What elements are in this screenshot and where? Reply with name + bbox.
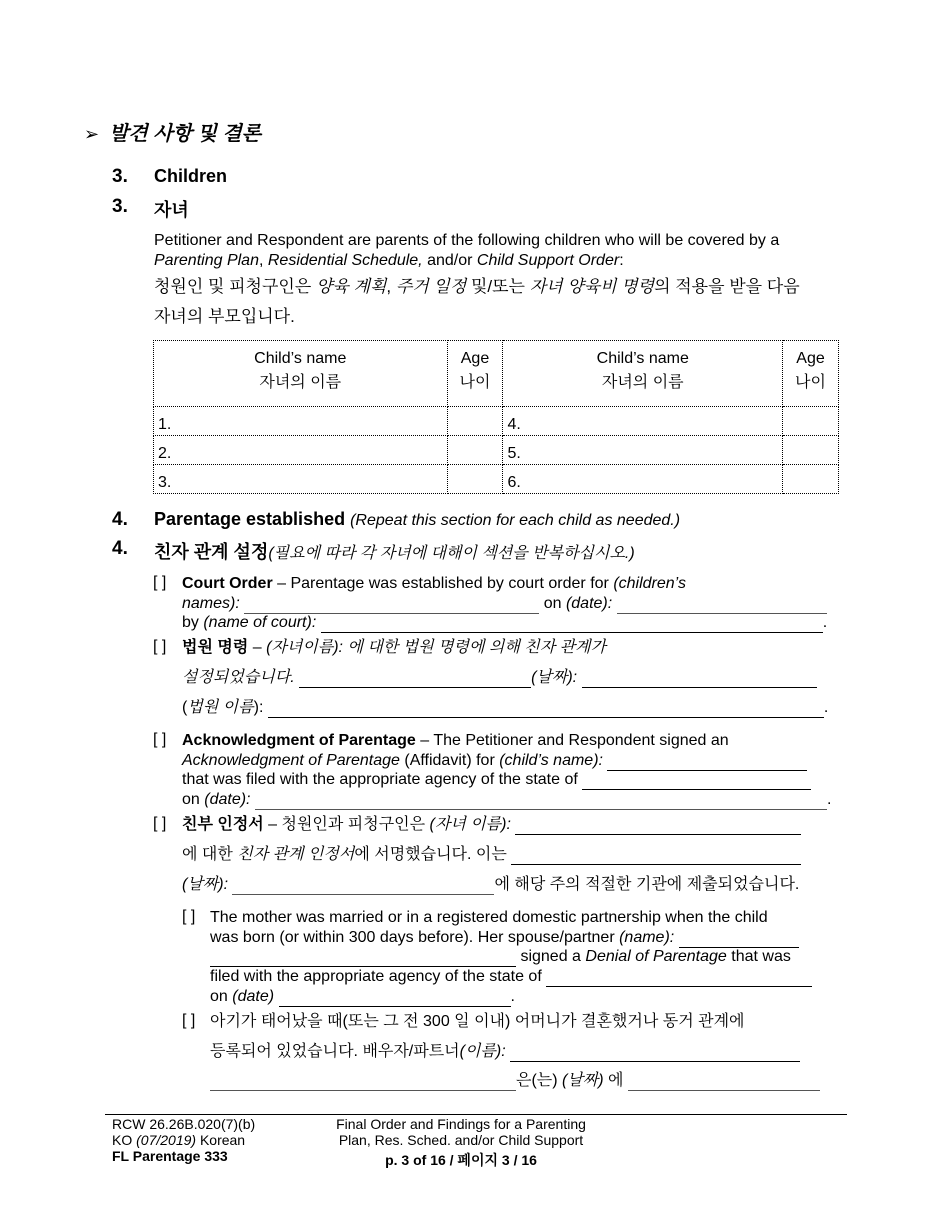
header-name-ko: 자녀의 이름 xyxy=(259,374,342,391)
ack-ko-line3 xyxy=(182,875,799,895)
child-age-cell[interactable] xyxy=(447,436,503,465)
court-name-ko-label: 법원 이름 xyxy=(187,699,254,716)
child-support-order-text: Child Support Order xyxy=(476,252,620,269)
mother-spouse-text: was born (or within 300 days before). Her spouse/partner xyxy=(210,929,620,946)
sec4-title-ko-note: (필요에 따라 각 자녀에 대해이 섹션을 반복하십시오.) xyxy=(268,545,635,562)
header-child-name-right xyxy=(503,341,783,407)
parenting-plan-text: Parenting Plan xyxy=(154,252,259,269)
child-name-ko-label: (자녀 이름): xyxy=(429,816,511,833)
child-name-cell[interactable] xyxy=(503,436,783,465)
child-age-cell[interactable] xyxy=(447,407,503,436)
name-ko-label: (이름): xyxy=(459,1043,506,1060)
header-name-en: Child’s name xyxy=(254,350,347,367)
footer-form-number: FL Parentage 333 xyxy=(112,1148,228,1164)
ack-en-line2 xyxy=(182,751,807,771)
sec3-number-en: 3. xyxy=(112,166,128,187)
child-age-cell[interactable] xyxy=(447,465,503,494)
footer-title-line2: Plan, Res. Sched. and/or Child Support xyxy=(338,1132,584,1148)
row-number: 2. xyxy=(158,445,172,462)
denial-of-parentage-text: Denial of Parentage xyxy=(585,948,727,965)
row-number: 4. xyxy=(507,416,521,433)
header-age-ko: 나이 xyxy=(459,374,491,391)
period: . xyxy=(822,614,828,631)
child-age-cell[interactable] xyxy=(783,407,839,436)
table-header-row xyxy=(154,341,839,407)
ack-ko-label: 친부 인정서 xyxy=(182,816,264,833)
court-order-ko-line3 xyxy=(182,698,828,718)
court-name-ko-field[interactable] xyxy=(268,701,824,718)
ack-state-field[interactable] xyxy=(582,773,811,790)
header-age-left xyxy=(447,341,503,407)
affidavit-text: (Affidavit) for xyxy=(399,752,500,769)
date-label: (date) xyxy=(232,988,275,1005)
sec3-title-en: Children xyxy=(154,166,228,186)
child-name-cell[interactable] xyxy=(154,465,448,494)
court-order-date-field[interactable] xyxy=(617,597,827,614)
mother-ko-spouse-text: 등록되어 있었습니다. 배우자/파트너 xyxy=(210,1043,460,1060)
sec4-number-en: 4. xyxy=(112,509,128,530)
court-name-field[interactable] xyxy=(321,616,823,633)
child-name-cell[interactable] xyxy=(154,436,448,465)
header-name-en: Child’s name xyxy=(596,350,689,367)
court-order-label: Court Order xyxy=(182,575,273,592)
row-number: 1. xyxy=(158,416,172,433)
period: . xyxy=(510,988,515,1005)
row-number: 3. xyxy=(158,474,172,491)
row-number: 6. xyxy=(507,474,521,491)
court-order-checkbox[interactable]: [ ] xyxy=(153,574,167,591)
footer-left xyxy=(112,1116,255,1164)
ack-ko-line1 xyxy=(182,815,801,835)
paren-close: ): xyxy=(253,699,264,716)
sec4-title-en-note: (Repeat this section for each child as needed.) xyxy=(350,512,681,529)
ack-ko-agency-field[interactable] xyxy=(511,848,801,865)
sec3-intro-ko-line1 xyxy=(154,276,800,298)
footer-language: Korean xyxy=(196,1132,246,1148)
mother-married-checkbox[interactable]: [ ] xyxy=(182,908,196,925)
name-of-court-label: (name of court): xyxy=(203,614,317,631)
court-order-ko-text: (자녀이름): 에 대한 법원 명령에 의해 친자 관계가 xyxy=(266,639,606,656)
that-was-text: that was xyxy=(726,948,791,965)
sec4-title-ko-text: 친자 관계 설정 xyxy=(154,542,269,562)
footer-ko-version xyxy=(112,1132,255,1148)
arrow-bullet-icon: ➢ xyxy=(84,124,100,144)
court-order-date-ko-field[interactable] xyxy=(582,671,817,688)
child-name-cell[interactable] xyxy=(154,407,448,436)
court-order-ko-line2 xyxy=(182,668,817,688)
spouse-name-field-cont[interactable] xyxy=(210,950,516,967)
table-row xyxy=(154,407,839,436)
date-ko-label: (날짜): xyxy=(531,669,578,686)
residential-schedule-text: Residential Schedule, xyxy=(267,252,423,269)
dash: – xyxy=(248,639,267,656)
table-row xyxy=(154,465,839,494)
header-age-en: Age xyxy=(796,350,825,367)
sec4-title-en xyxy=(154,509,680,530)
mother-en-line3 xyxy=(210,947,791,967)
ko-text: 청원인 및 피청구인은 xyxy=(154,277,316,296)
ack-ko-doc-name: 친자 관계 인정서 xyxy=(237,846,355,863)
footer-center xyxy=(330,1116,592,1168)
on-text: on xyxy=(543,595,566,612)
sec3-intro-en-line2 xyxy=(154,251,624,271)
period: . xyxy=(823,699,829,716)
on-text: on xyxy=(210,988,233,1005)
ack-ko-line2 xyxy=(182,845,801,865)
court-order-text: – Parentage was established by court order for xyxy=(272,575,614,592)
footer-date: (07/2019) xyxy=(136,1132,197,1148)
filed-text: that was filed with the appropriate agency of the state of xyxy=(182,771,578,788)
filed-text: filed with the appropriate agency of the state of xyxy=(210,968,542,985)
ack-ko-date-field[interactable] xyxy=(232,878,494,895)
sec4-number-ko: 4. xyxy=(112,538,128,559)
spouse-name-ko-field-cont[interactable] xyxy=(210,1074,516,1091)
mother-en-line5 xyxy=(210,987,515,1007)
child-age-cell[interactable] xyxy=(783,436,839,465)
mother-en-line1: The mother was married or in a registered domestic partnership when the child xyxy=(210,909,768,926)
date-label: (date): xyxy=(565,595,613,612)
mother-ko-line1: 아기가 태어났을 때(또는 그 전 300 일 이내) 어머니가 결혼했거나 동거 관계에 xyxy=(210,1013,745,1030)
colon: : xyxy=(619,252,624,269)
ack-ko-filed-text: 에 해당 주의 적절한 기관에 제출되었습니다. xyxy=(494,876,800,893)
court-order-ko-line1 xyxy=(182,638,606,658)
header-child-name-left xyxy=(154,341,448,407)
sec3-intro-ko-line2: 자녀의 부모입니다. xyxy=(154,307,295,326)
e-text: 에 xyxy=(603,1072,624,1089)
sec4-title-en-text: Parentage established xyxy=(154,509,346,529)
period: . xyxy=(826,791,832,808)
acknowledgment-ko-checkbox[interactable]: [ ] xyxy=(153,815,167,832)
ack-en-line4 xyxy=(182,790,831,810)
by-text: by xyxy=(182,614,204,631)
name-label: (name): xyxy=(619,929,675,946)
spouse-name-field[interactable] xyxy=(679,931,799,948)
child-name-cell[interactable] xyxy=(503,407,783,436)
established-ko-text: 설정되었습니다. xyxy=(182,669,295,686)
mother-en-line2 xyxy=(210,928,799,948)
ack-date-field[interactable] xyxy=(255,793,827,810)
ko-parenting-plan: 양육 계획 xyxy=(315,277,387,296)
header-age-en: Age xyxy=(460,350,490,367)
header-age-ko: 나이 xyxy=(795,374,826,391)
mother-en-line4 xyxy=(210,967,812,987)
on-text: on xyxy=(182,791,205,808)
child-name-cell[interactable] xyxy=(503,465,783,494)
paren-open: ( xyxy=(182,699,188,716)
mother-ko-line3 xyxy=(210,1071,820,1091)
sec3-title-ko: 자녀 xyxy=(154,200,189,220)
footer-title-line1: Final Order and Findings for a Parenting xyxy=(336,1116,586,1132)
denial-date-ko-field[interactable] xyxy=(628,1074,820,1091)
childrens-names-label: (children’s xyxy=(613,575,686,592)
header-age-right xyxy=(783,341,839,407)
ack-ko-text-b: 에 서명했습니다. 이는 xyxy=(354,846,507,863)
footer-page-number: p. 3 of 16 / 페이지 3 / 16 xyxy=(385,1152,537,1168)
comma: , xyxy=(258,252,268,269)
footer-rcw: RCW 26.26B.020(7)(b) xyxy=(112,1116,256,1132)
ko-and-or: 및/또는 xyxy=(466,277,530,296)
spouse-name-ko-field[interactable] xyxy=(510,1045,800,1062)
table-row xyxy=(154,436,839,465)
mother-married-ko-checkbox[interactable]: [ ] xyxy=(182,1012,196,1029)
ack-child-name-field[interactable] xyxy=(607,754,807,771)
sec4-title-ko xyxy=(154,538,635,564)
sec3-intro-en-line1: Petitioner and Respondent are parents of the following children who will be covered by a xyxy=(154,232,780,249)
ko-text-end: 의 적용을 받을 다음 xyxy=(654,277,800,296)
children-names-field[interactable] xyxy=(244,597,539,614)
footer-divider xyxy=(105,1114,847,1115)
ack-en-line1 xyxy=(182,731,729,751)
heading-title: 발견 사항 및 결론 xyxy=(109,123,262,145)
court-order-ko-label: 법원 명령 xyxy=(182,639,249,656)
signed-a-text: signed a xyxy=(516,948,586,965)
court-order-en-line3 xyxy=(182,613,827,633)
acknowledgment-checkbox[interactable]: [ ] xyxy=(153,731,167,748)
denial-state-field[interactable] xyxy=(546,970,812,987)
sec3-number-ko: 3. xyxy=(112,196,128,217)
row-number: 5. xyxy=(507,445,521,462)
ko-comma: , xyxy=(386,277,396,296)
date-ko-label: (날짜) xyxy=(562,1072,604,1089)
ko-child-support-order: 자녀 양육비 명령 xyxy=(529,277,655,296)
date-label: (date): xyxy=(204,791,251,808)
date-ko-label: (날짜): xyxy=(182,876,229,893)
eun-text: 은(는) xyxy=(516,1072,563,1089)
ack-of-parentage-text: Acknowledgment of Parentage xyxy=(182,752,400,769)
ack-ko-text-a: 에 대한 xyxy=(182,846,238,863)
child-age-cell[interactable] xyxy=(783,465,839,494)
ack-ko-text: – 청원인과 피청구인은 xyxy=(263,816,430,833)
ack-text: – The Petitioner and Respondent signed an xyxy=(415,732,729,749)
court-order-en-line1 xyxy=(182,574,686,594)
court-order-ko-checkbox[interactable]: [ ] xyxy=(153,638,167,655)
header-name-ko: 자녀의 이름 xyxy=(601,374,684,391)
and-or-text: and/or xyxy=(422,252,477,269)
ack-en-line3 xyxy=(182,770,811,790)
children-names-ko-field[interactable] xyxy=(299,671,531,688)
ack-ko-child-name-field[interactable] xyxy=(515,818,801,835)
ko-residential-schedule: 주거 일정 xyxy=(395,277,467,296)
ack-label: Acknowledgment of Parentage xyxy=(182,732,416,749)
mother-ko-line2 xyxy=(210,1042,800,1062)
footer-ko: KO xyxy=(112,1132,137,1148)
denial-date-field[interactable] xyxy=(279,990,511,1007)
children-table xyxy=(153,340,839,494)
names-label: names): xyxy=(182,595,240,612)
section-heading xyxy=(84,117,261,146)
court-order-en-line2 xyxy=(182,594,827,614)
childs-name-label: (child’s name): xyxy=(499,752,603,769)
